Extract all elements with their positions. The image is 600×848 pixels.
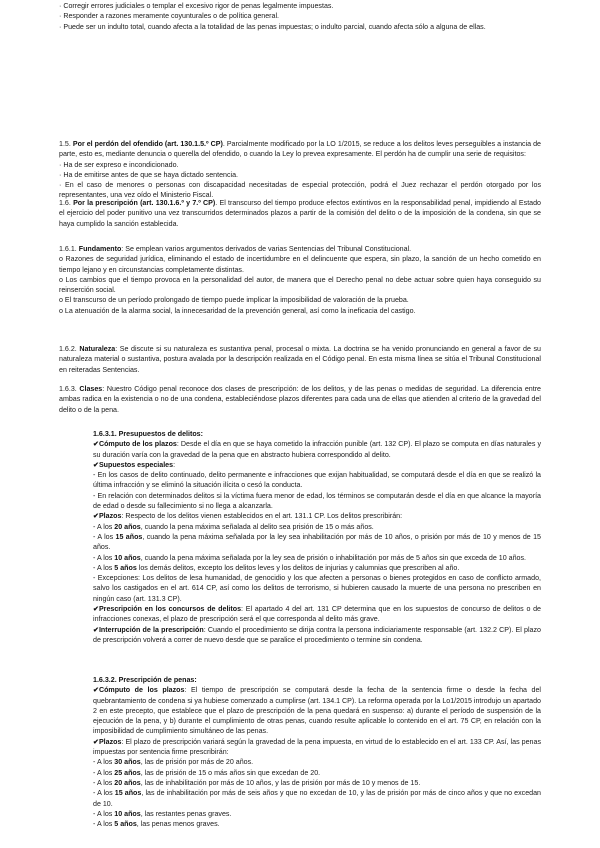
list-item: o La atenuación de la alarma social, la innecesaridad de la prevención general, así como la ineficacia del castigo. (59, 306, 416, 315)
section-text: . Parcialmente modificado por la LO 1/2015, se reduce a los delitos leves perseguibles a instancia de parte, esto es, mediante denuncia o querella del ofendido, o cuando la Ley lo prevea expresamente. El perdón ha de cumplir una serie de requisitos: (59, 140, 541, 159)
section-heading: Clases (79, 385, 103, 393)
section-heading: Naturaleza (79, 345, 116, 353)
list-item: - A los 15 años, cuando la pena máxima señalada por la ley sea inhabilitación por más de 10 años, o prisión por más de 10 y menos de 15 años. (93, 532, 542, 552)
indulto-list (59, 1, 541, 32)
interrupcion-heading: ✔ Interrupción de la prescripción (93, 626, 204, 634)
list-item: - A los 10 años, cuando la pena máxima señalada por la ley sea de prisión o inhabilitación por más de 5 años sin que exceda de 10 años. (93, 553, 527, 562)
interrupcion-text: : Cuando el procedimiento se dirija contra la persona indiciariamente responsable (art. 132.2 CP). El plazo de prescripción volverá a correr de nuevo desde que se paralice el procedimiento o termine sin condena. (93, 625, 541, 644)
list-item: · En el caso de menores o personas con discapacidad necesitadas de especial protección, podrá el Juez rechazar el perdón otorgado por los representantes, una vez oído el Ministerio Fiscal. (59, 181, 541, 200)
list-item: - A los 5 años, las penas menos graves. (93, 820, 220, 829)
list-item: o Los cambios que el tiempo provoca en la personalidad del autor, de manera que el Derecho penal no debe actuar sobre quien haya conseguido su reinserción social. (59, 275, 541, 295)
list-item: - A los 30 años, las de prisión por más de 20 años. (93, 758, 254, 767)
list-item: - A los 10 años, las restantes penas graves. (93, 809, 232, 818)
section-number: 1.6.3. (59, 385, 77, 393)
section-number: 1.6.1. (59, 245, 77, 253)
list-item: - A los 20 años, las de inhabilitación por más de 10 años, y las de prisión por más de 10 y menos de 15. (93, 778, 421, 787)
section-1-6 (59, 198, 541, 229)
list-item: - A los 25 años, las de prisión de 15 o más años sin que excedan de 20. (93, 768, 321, 777)
list-item: o Razones de seguridad jurídica, eliminando el estado de incertidumbre en el delincuente que espera, sin plazo, la sanción de un hecho cometido en tiempo lejano y en circunstancias completamente distintas. (59, 255, 541, 274)
list-item: · Puede ser un indulto total, cuando afecta a la totalidad de las penas impuestas; o indulto parcial, cuando afecta sólo a alguna de ellas. (59, 22, 486, 31)
section-1-6-2 (59, 344, 541, 375)
section-number: 1.6.2. (59, 345, 77, 353)
list-item: · Responder a razones meramente coyunturales o de política general. (59, 12, 280, 21)
section-1-6-3-1: 1.6.3.1. Presupuestos de delitos: ✔ Cómputo de los plazos: Desde el día en que se haya cometido la infracción punible (art. 132 CP). El plazo se computa en días naturales y su duración varía con la gravedad de la pena que en abstracto hubiera correspondido al delito. ✔ Supuestos especiales: - En los casos de delito continuado, delito permanente e infracciones que exijan habitualidad, se computará desde el día en que se realizó la última infracción y se eliminó la situación ilícita o cesó la conducta. - En relación con determinados delitos si la víctima fuera menor de edad, los términos se computarán desde el día en que alcance la mayoría de edad o desde su fallecimiento si no llega a alcanzarla. ✔ Plazos: Respecto de los delitos vienen establecidos en el art. 131.1 CP. Los delitos prescribirán: - A los 20 años, cuando la pena máxima señalada al delito sea prisión de 15 o más años. - A los 15 años, cuando la pena máxima señalada por la ley sea inhabilitación por más de 10 años, o prisión por más de 10 y menos de 15 años. - A los 10 años, cuando la pena máxima señalada por la ley sea de prisión o inhabilitación por más de 5 años sin que exceda de 10 años. - A los 5 años los demás delitos, excepto los delitos leves y los delitos de injurias y calumnias que prescriben al año. - Excepciones: Los delitos de lesa humanidad, de genocidio y los que afecten a personas o bienes protegidos en caso de conflicto armado, salvo los castigados en el art. 614 CP, así como los delitos de terrorismo, si hubieren causado la muerte de una persona no prescriben en ningún caso (art. 131.3 CP). ✔ Prescripción en los concursos de delitos: El apartado 4 del art. 131 CP determina que en los supuestos de concurso de delitos o de infracciones conexas, el plazo de prescripción será el que corresponda al delito más grave. ✔ Interrupción de la prescripción: Cuando el procedimiento se dirija contra la persona indiciariamente responsable (art. 132.2 CP). El plazo de prescripción volverá a correr de nuevo desde que se paralice el procedimiento o termine sin condena. (93, 429, 541, 645)
list-item: - En los casos de delito continuado, delito permanente e infracciones que exijan habitualidad, se computará desde el día en que se realizó la última infracción y se eliminó la situación ilícita o cesó la conducta. (93, 471, 541, 490)
plazos-heading: ✔ Plazos (93, 738, 121, 746)
section-heading: Por la prescripción (art. 130.1.6.º y 7.º CP) (73, 199, 216, 207)
list-item: o El transcurso de un período prolongado de tiempo puede implicar la imposibilidad de valoración de la prueba. (59, 296, 409, 305)
list-item: · Ha de emitirse antes de que se haya dictado sentencia. (59, 170, 239, 179)
computo-heading: ✔ Cómputo de los plazos (93, 440, 177, 448)
concursos-text: : El apartado 4 del art. 131 CP determina que en los supuestos de concurso de delitos o de infracciones conexas, el plazo de prescripción será el que corresponda al delito más grave. (93, 605, 541, 624)
section-number: 1.6. (59, 199, 71, 207)
list-item: - A los 5 años los demás delitos, excepto los delitos leves y los delitos de injurias y calumnias que prescriben al año. (93, 563, 460, 572)
section-text: : Nuestro Código penal reconoce dos clases de prescripción: de los delitos, y de las penas o medidas de seguridad. La diferencia entre ambas radica en la existencia o no de una condena, estableciéndose plazos diferentes para cada una de ellas que atienden al criterio de la gravedad del delito o de la pena. (59, 385, 541, 414)
plazos-text: : Respecto de los delitos vienen establecidos en el art. 131.1 CP. Los delitos prescribirán: (121, 512, 403, 521)
section-heading: Por el perdón del ofendido (art. 130.1.5.º CP) (72, 140, 223, 148)
section-text: . El transcurso del tiempo produce efectos extintivos en la responsabilidad penal, impidiendo al Estado el ejercicio del poder punitivo una vez transcurridos determinados plazos a partir de la comisión del delito o de la imposición de la condena, sin que se haya cumplido la sanción establecida. (59, 199, 541, 228)
section-1-5 (59, 139, 541, 201)
list-item: · Ha de ser expreso e incondicionado. (59, 160, 179, 169)
concursos-heading: ✔ Prescripción en los concursos de delitos (93, 605, 241, 613)
section-text: : Se discute si su naturaleza es sustantiva penal, procesal o mixta. La doctrina se ha venido pronunciando en general a favor de su naturaleza material o sustantiva, postura avalada por la descripción realizada en el Código penal. En esta misma línea se sitúa el Tribunal Constitucional en reiteradas Sentencias. (59, 345, 541, 374)
subsection-heading: 1.6.3.1. Presupuestos de delitos (93, 430, 201, 438)
computo-heading: ✔ Cómputo de los plazos (93, 686, 184, 694)
section-1-6-3-2: 1.6.3.2. Prescripción de penas: ✔ Cómputo de los plazos: El tiempo de prescripción se computará desde la fecha de la sentencia firme o desde la fecha del quebrantamiento de condena si ya hubiese comenzado a cumplirse (art. 134.1 CP). La reforma operada por la Lo1/2015 introdujo un apartado 2 en este precepto, que establece que el plazo de prescripción de la pena quedará en suspenso: a) durante el período de suspensión de la ejecución de la pena, y b) durante el cumplimiento de otras penas, cuando resulte aplicable lo contenido en el art. 75 CP, en relación con la imposibilidad de cumplimiento simultáneo de las penas. ✔ Plazos: El plazo de prescripción variará según la gravedad de la pena impuesta, en virtud de lo establecido en el art. 133 CP. Así, las penas impuestas por sentencia firme prescribirán: - A los 30 años, las de prisión por más de 20 años. - A los 25 años, las de prisión de 15 o más años sin que excedan de 20. - A los 20 años, las de inhabilitación por más de 10 años, y las de prisión por más de 10 y menos de 15. - A los 15 años, las de inhabilitación por más de seis años y que no excedan de 10, y las de prisión por más de cinco años y que no excedan de 10. - A los 10 años, las restantes penas graves. - A los 5 años, las penas menos graves. (93, 675, 541, 829)
section-text: : Se emplean varios argumentos derivados de varias Sentencias del Tribunal Constitucional. (121, 245, 412, 253)
computo-text: : El tiempo de prescripción se computará desde la fecha de la sentencia firme o desde la fecha del quebrantamiento de condena si ya hubiese comenzado a cumplirse (art. 134.1 CP). La reforma operada por la Lo1/2015 introdujo un apartado 2 en este precepto, que establece que el plazo de prescripción de la pena quedará en suspenso: a) durante el período de suspensión de la ejecución de la pena, y b) durante el cumplimiento de otras penas, cuando resulte aplicable lo contenido en el art. 75 CP, en relación con la imposibilidad de cumplimiento simultáneo de las penas. (93, 686, 542, 736)
list-item: - En relación con determinados delitos si la víctima fuera menor de edad, los términos se computarán desde el día en que alcance la mayoría de edad o desde su fallecimiento si no llega a alcanzarla. (93, 491, 541, 511)
especiales-heading: ✔ Supuestos especiales (93, 461, 173, 469)
computo-text: : Desde el día en que se haya cometido la infracción punible (art. 132 CP). El plazo se computa en días naturales y su duración varía con la gravedad de la pena que en abstracto hubiera correspondido al delito. (93, 440, 541, 459)
plazos-text: : El plazo de prescripción variará según la gravedad de la pena impuesta, en virtud de lo establecido en el art. 133 CP. Así, las penas impuestas por sentencia firme prescribirán: (93, 737, 541, 757)
list-item: - A los 20 años, cuando la pena máxima señalada al delito sea prisión de 15 o más años. (93, 522, 374, 531)
section-1-6-3 (59, 384, 541, 415)
section-number: 1.5. (59, 140, 71, 148)
subsection-heading: 1.6.3.2. Prescripción de penas (93, 676, 195, 684)
section-heading: Fundamento (78, 245, 122, 253)
plazos-heading: ✔ Plazos (93, 512, 121, 520)
list-item: · Corregir errores judiciales o templar el excesivo rigor de penas legalmente impuestas. (59, 2, 334, 10)
list-item: - A los 15 años, las de inhabilitación por más de seis años y que no excedan de 10, y las de prisión por más de cinco años y que no excedan de 10. (93, 789, 542, 808)
list-item: - Excepciones: Los delitos de lesa humanidad, de genocidio y los que afecten a personas o bienes protegidos en caso de conflicto armado, salvo los castigados en el art. 614 CP, así como los delitos de terrorismo, si hubieren causado la muerte de una persona no prescriben en ningún caso (art. 131.3 CP). (93, 574, 541, 603)
section-1-6-1 (59, 244, 541, 316)
